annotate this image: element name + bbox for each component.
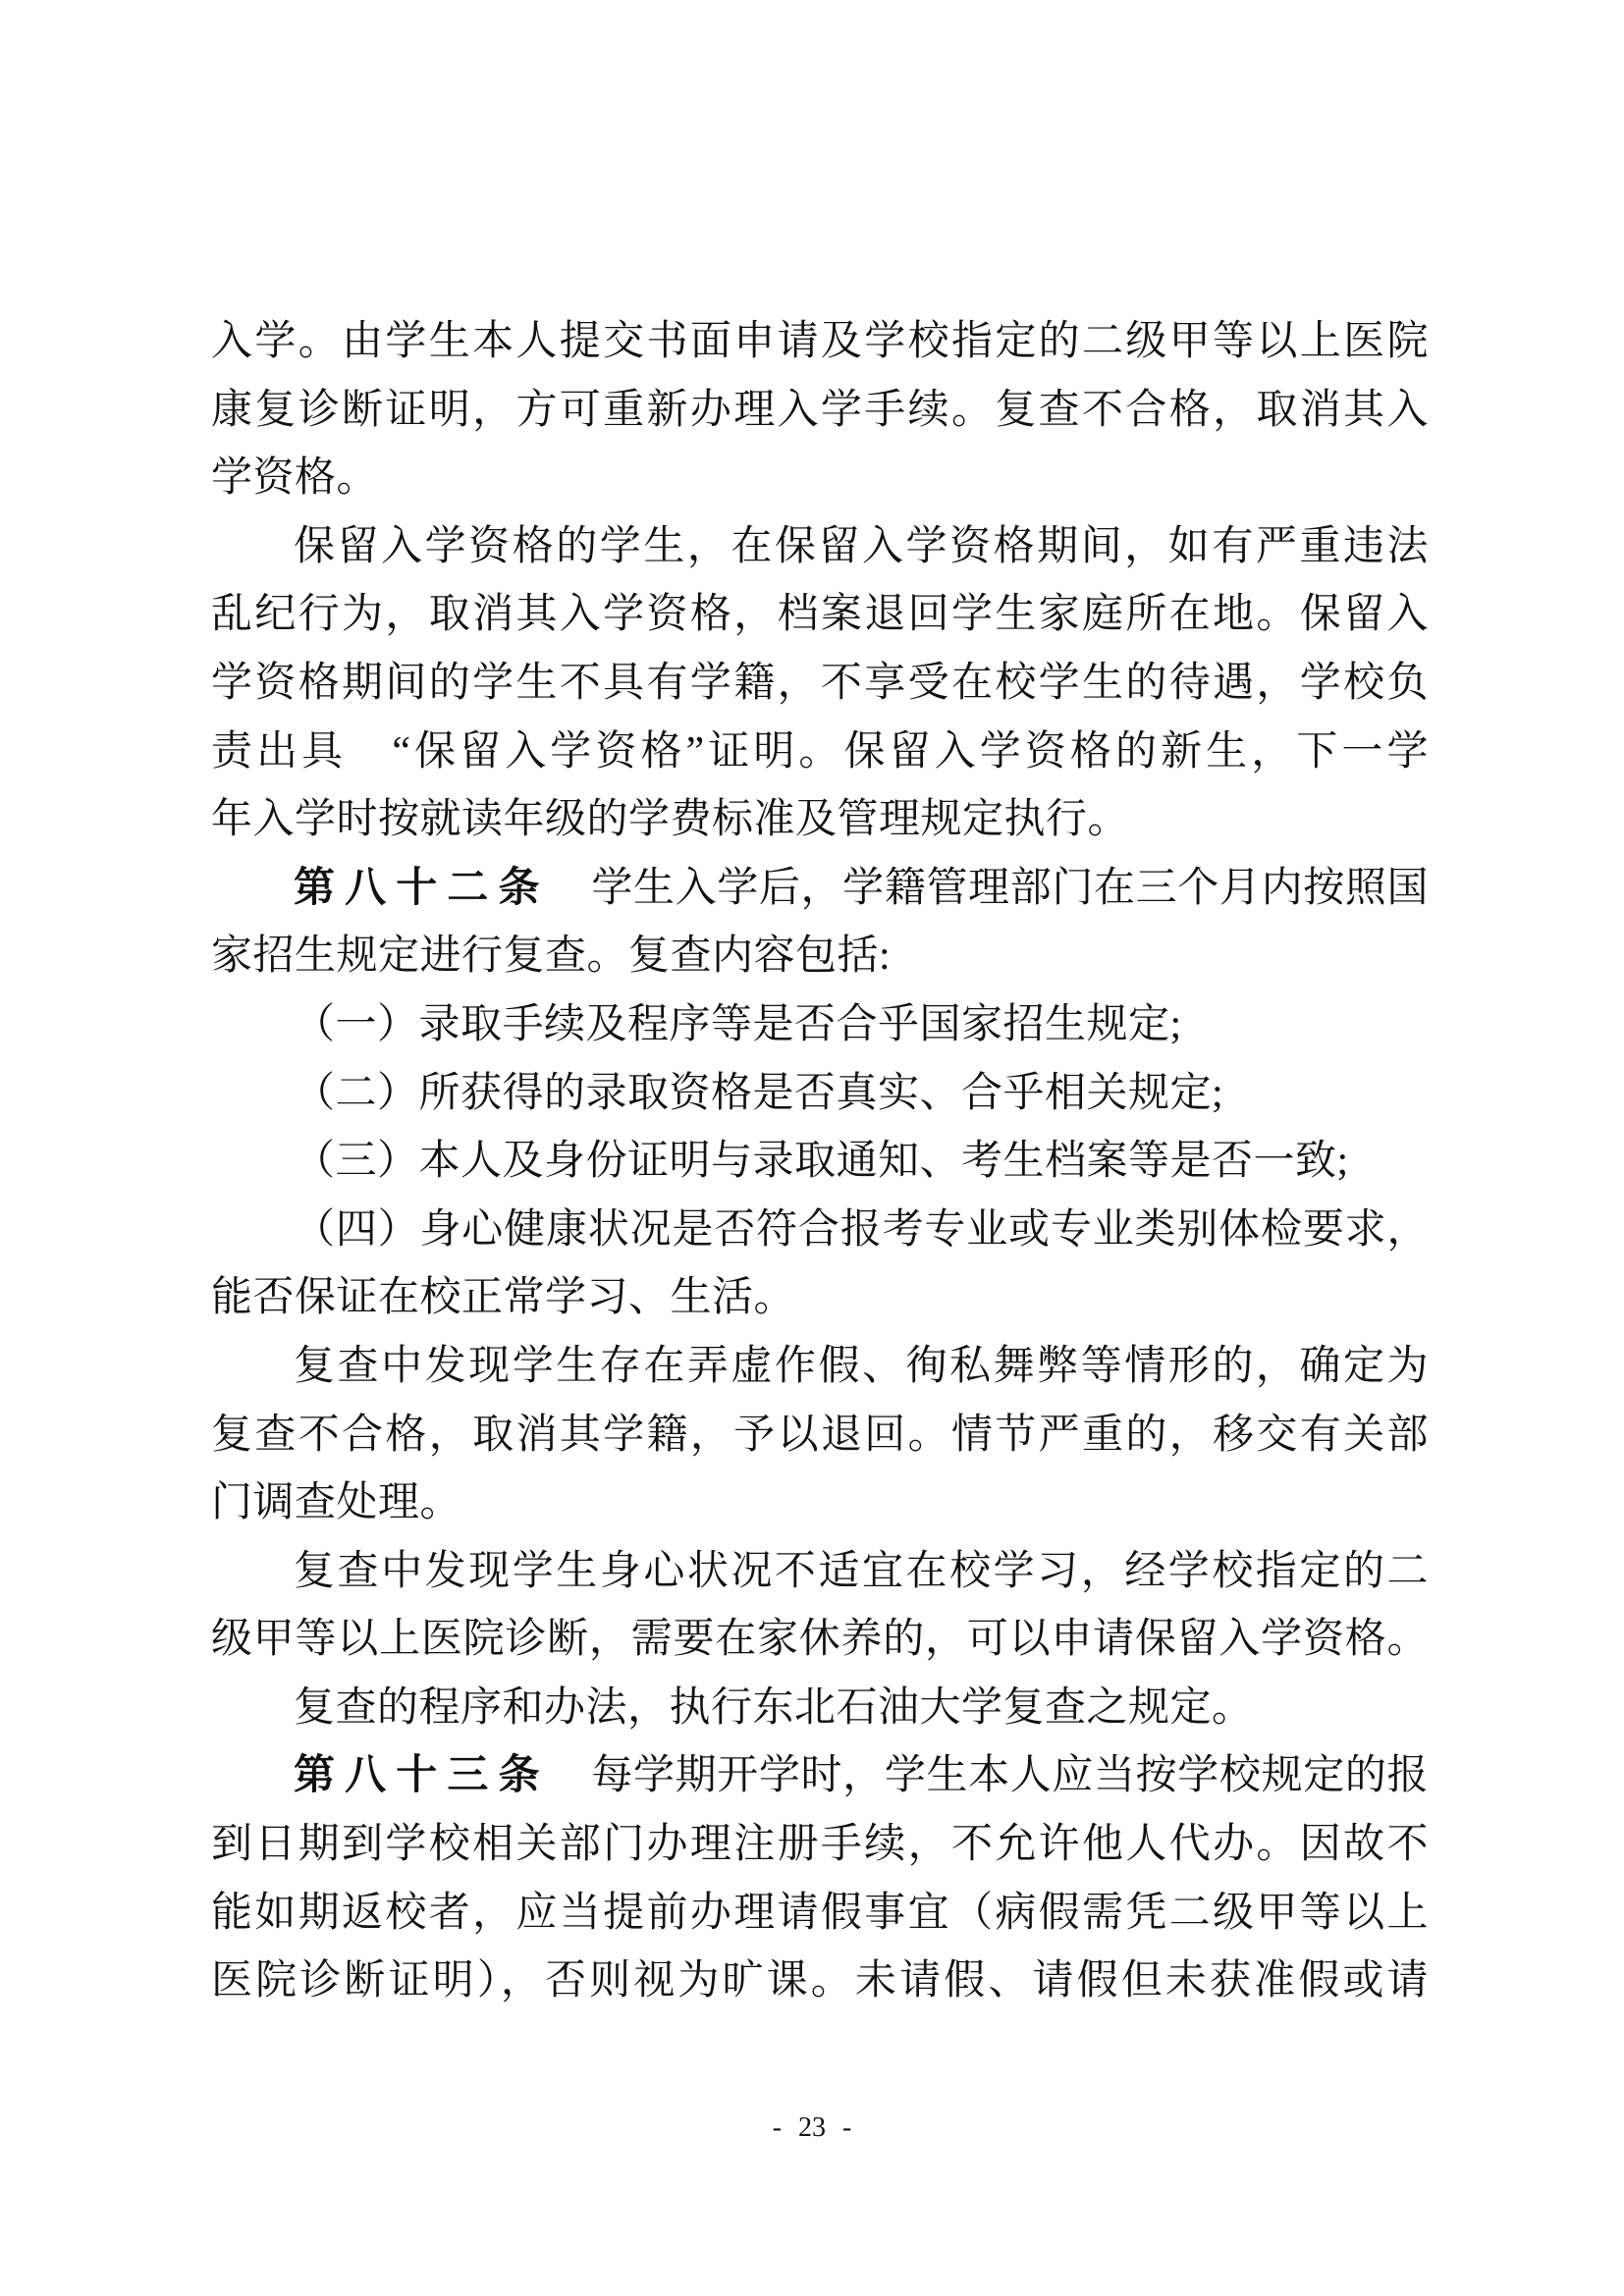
text-line bbox=[211, 786, 1429, 855]
text-run: 年入学时按就读年级的学费标准及管理规定执行。 bbox=[211, 797, 1130, 843]
text-line bbox=[211, 1197, 1429, 1265]
text-run: （三）本人及身份证明与录取通知、考生档案等是否一致; bbox=[294, 1139, 1349, 1185]
text-line bbox=[211, 581, 1429, 650]
text-run: 复查不合格，取消其学籍，予以退回。情节严重的，移交有关部 bbox=[211, 1412, 1429, 1458]
text-line bbox=[211, 1264, 1429, 1333]
text-line bbox=[211, 650, 1429, 719]
text-run: 家招生规定进行复查。复查内容包括: bbox=[211, 934, 892, 980]
text-run: 能如期返校者，应当提前办理请假事宜（病假需凭二级甲等以上 bbox=[211, 1890, 1429, 1936]
text-run: 学生入学后，学籍管理部门在三个月内按照国 bbox=[549, 865, 1429, 911]
text-run: 学资格。 bbox=[211, 455, 379, 502]
text-run: 责出具 “保留入学资格”证明。保留入学资格的新生，下一学 bbox=[211, 728, 1429, 774]
text-run: 学资格期间的学生不具有学籍，不享受在校学生的待遇，学校负 bbox=[211, 660, 1429, 706]
page-footer bbox=[0, 2109, 1624, 2148]
text-line bbox=[211, 445, 1429, 513]
text-run: 级甲等以上医院诊断，需要在家休养的，可以申请保留入学资格。 bbox=[211, 1617, 1429, 1663]
text-line bbox=[211, 1128, 1429, 1197]
text-run: 门调查处理。 bbox=[211, 1480, 462, 1526]
text-run: 复查中发现学生身心状况不适宜在校学习，经学校指定的二 bbox=[294, 1548, 1429, 1594]
text-run: 医院诊断证明），否则视为旷课。未请假、请假但未获准假或请 bbox=[211, 1958, 1429, 2004]
text-run: （四）身心健康状况是否符合报考专业或专业类别体检要求， bbox=[294, 1206, 1429, 1253]
text-line bbox=[211, 1333, 1429, 1402]
text-line bbox=[211, 1675, 1429, 1743]
text-line bbox=[211, 1948, 1429, 2016]
text-run: 每学期开学时，学生本人应当按学校规定的报 bbox=[549, 1753, 1429, 1799]
page-number: - 23 - bbox=[772, 2112, 852, 2143]
text-run: 能否保证在校正常学习、生活。 bbox=[211, 1275, 796, 1321]
document-body bbox=[211, 308, 1429, 2016]
text-run: 保留入学资格的学生，在保留入学资格期间，如有严重违法 bbox=[294, 523, 1429, 569]
text-run: （二）所获得的录取资格是否真实、合乎相关规定; bbox=[294, 1070, 1224, 1116]
text-line bbox=[211, 1606, 1429, 1675]
text-run: 复查中发现学生存在弄虚作假、徇私舞弊等情形的，确定为 bbox=[294, 1343, 1429, 1389]
text-line bbox=[211, 1060, 1429, 1129]
text-run: （一）录取手续及程序等是否合乎国家招生规定; bbox=[294, 1001, 1182, 1047]
text-line bbox=[211, 1880, 1429, 1949]
text-run: 康复诊断证明，方可重新办理入学手续。复查不合格，取消其入 bbox=[211, 387, 1429, 433]
text-run: 到日期到学校相关部门办理注册手续，不允许他人代办。因故不 bbox=[211, 1822, 1429, 1868]
text-line bbox=[211, 1402, 1429, 1470]
text-line bbox=[211, 991, 1429, 1060]
text-run: 乱纪行为，取消其入学资格，档案退回学生家庭所在地。保留入 bbox=[211, 592, 1429, 638]
article-number: 第八十二条 bbox=[294, 865, 550, 911]
text-run: 复查的程序和办法，执行东北石油大学复查之规定。 bbox=[294, 1684, 1254, 1731]
text-line bbox=[211, 308, 1429, 377]
text-line bbox=[211, 1742, 1429, 1811]
text-run: 入学。由学生本人提交书面申请及学校指定的二级甲等以上医院 bbox=[211, 319, 1429, 364]
text-line bbox=[211, 513, 1429, 582]
text-line bbox=[211, 1538, 1429, 1607]
article-number: 第八十三条 bbox=[294, 1753, 550, 1799]
text-line bbox=[211, 377, 1429, 446]
text-line bbox=[211, 1811, 1429, 1880]
text-line bbox=[211, 719, 1429, 787]
text-line bbox=[211, 855, 1429, 924]
text-line bbox=[211, 923, 1429, 991]
text-line bbox=[211, 1469, 1429, 1538]
